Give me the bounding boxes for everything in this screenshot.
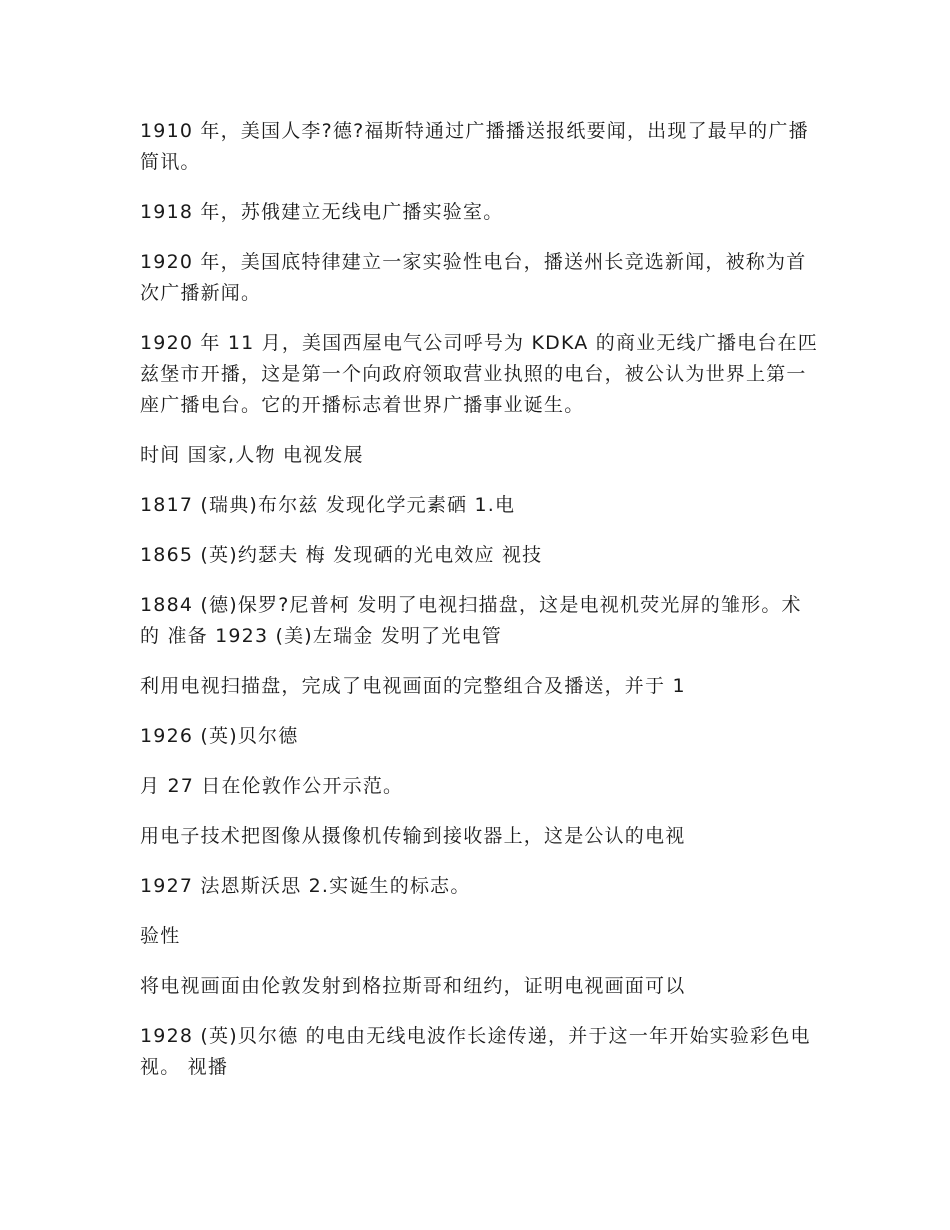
paragraph: 1910 年，美国人李?德?福斯特通过广播播送报纸要闻，出现了最早的广播简讯。 — [140, 120, 809, 173]
paragraph: 1865 (英)约瑟夫 梅 发现硒的光电效应 视技 — [140, 544, 543, 566]
paragraph: 1817 (瑞典)布尔兹 发现化学元素硒 1.电 — [140, 494, 516, 516]
paragraph: 1926 (英)贝尔德 — [140, 725, 299, 747]
paragraph: 1928 (英)贝尔德 的电由无线电波作长途传递，并于这一年开始实验彩色电视。 视播 — [140, 1025, 811, 1078]
paragraph: 月 27 日在伦敦作公开示范。 — [140, 775, 404, 797]
paragraph: 1884 (德)保罗?尼普柯 发明了电视扫描盘，这是电视机荧光屏的雏形。术的 准备 1923 (美)左瑞金 发明了光电管 — [140, 594, 802, 647]
paragraph: 1927 法恩斯沃思 2.实诞生的标志。 — [140, 875, 471, 897]
paragraph: 1918 年，苏俄建立无线电广播实验室。 — [140, 201, 504, 223]
paragraph: 1920 年，美国底特律建立一家实验性电台，播送州长竞选新闻，被称为首次广播新闻。 — [140, 251, 807, 304]
table-header-line: 时间 国家,人物 电视发展 — [140, 444, 364, 466]
paragraph: 验性 — [140, 925, 181, 947]
paragraph: 1920 年 11 月，美国西屋电气公司呼号为 KDKA 的商业无线广播电台在匹兹堡市开播，这是第一个向政府领取营业执照的电台，被公认为世界上第一座广播电台。它的开播标志着世界广播事业诞生。 — [140, 332, 818, 416]
paragraph: 利用电视扫描盘，完成了电视画面的完整组合及播送，并于 1 — [140, 675, 686, 697]
document-page — [140, 116, 820, 1102]
paragraph: 将电视画面由伦敦发射到格拉斯哥和纽约，证明电视画面可以 — [140, 975, 686, 997]
paragraph: 用电子技术把图像从摄像机传输到接收器上，这是公认的电视 — [140, 825, 686, 847]
